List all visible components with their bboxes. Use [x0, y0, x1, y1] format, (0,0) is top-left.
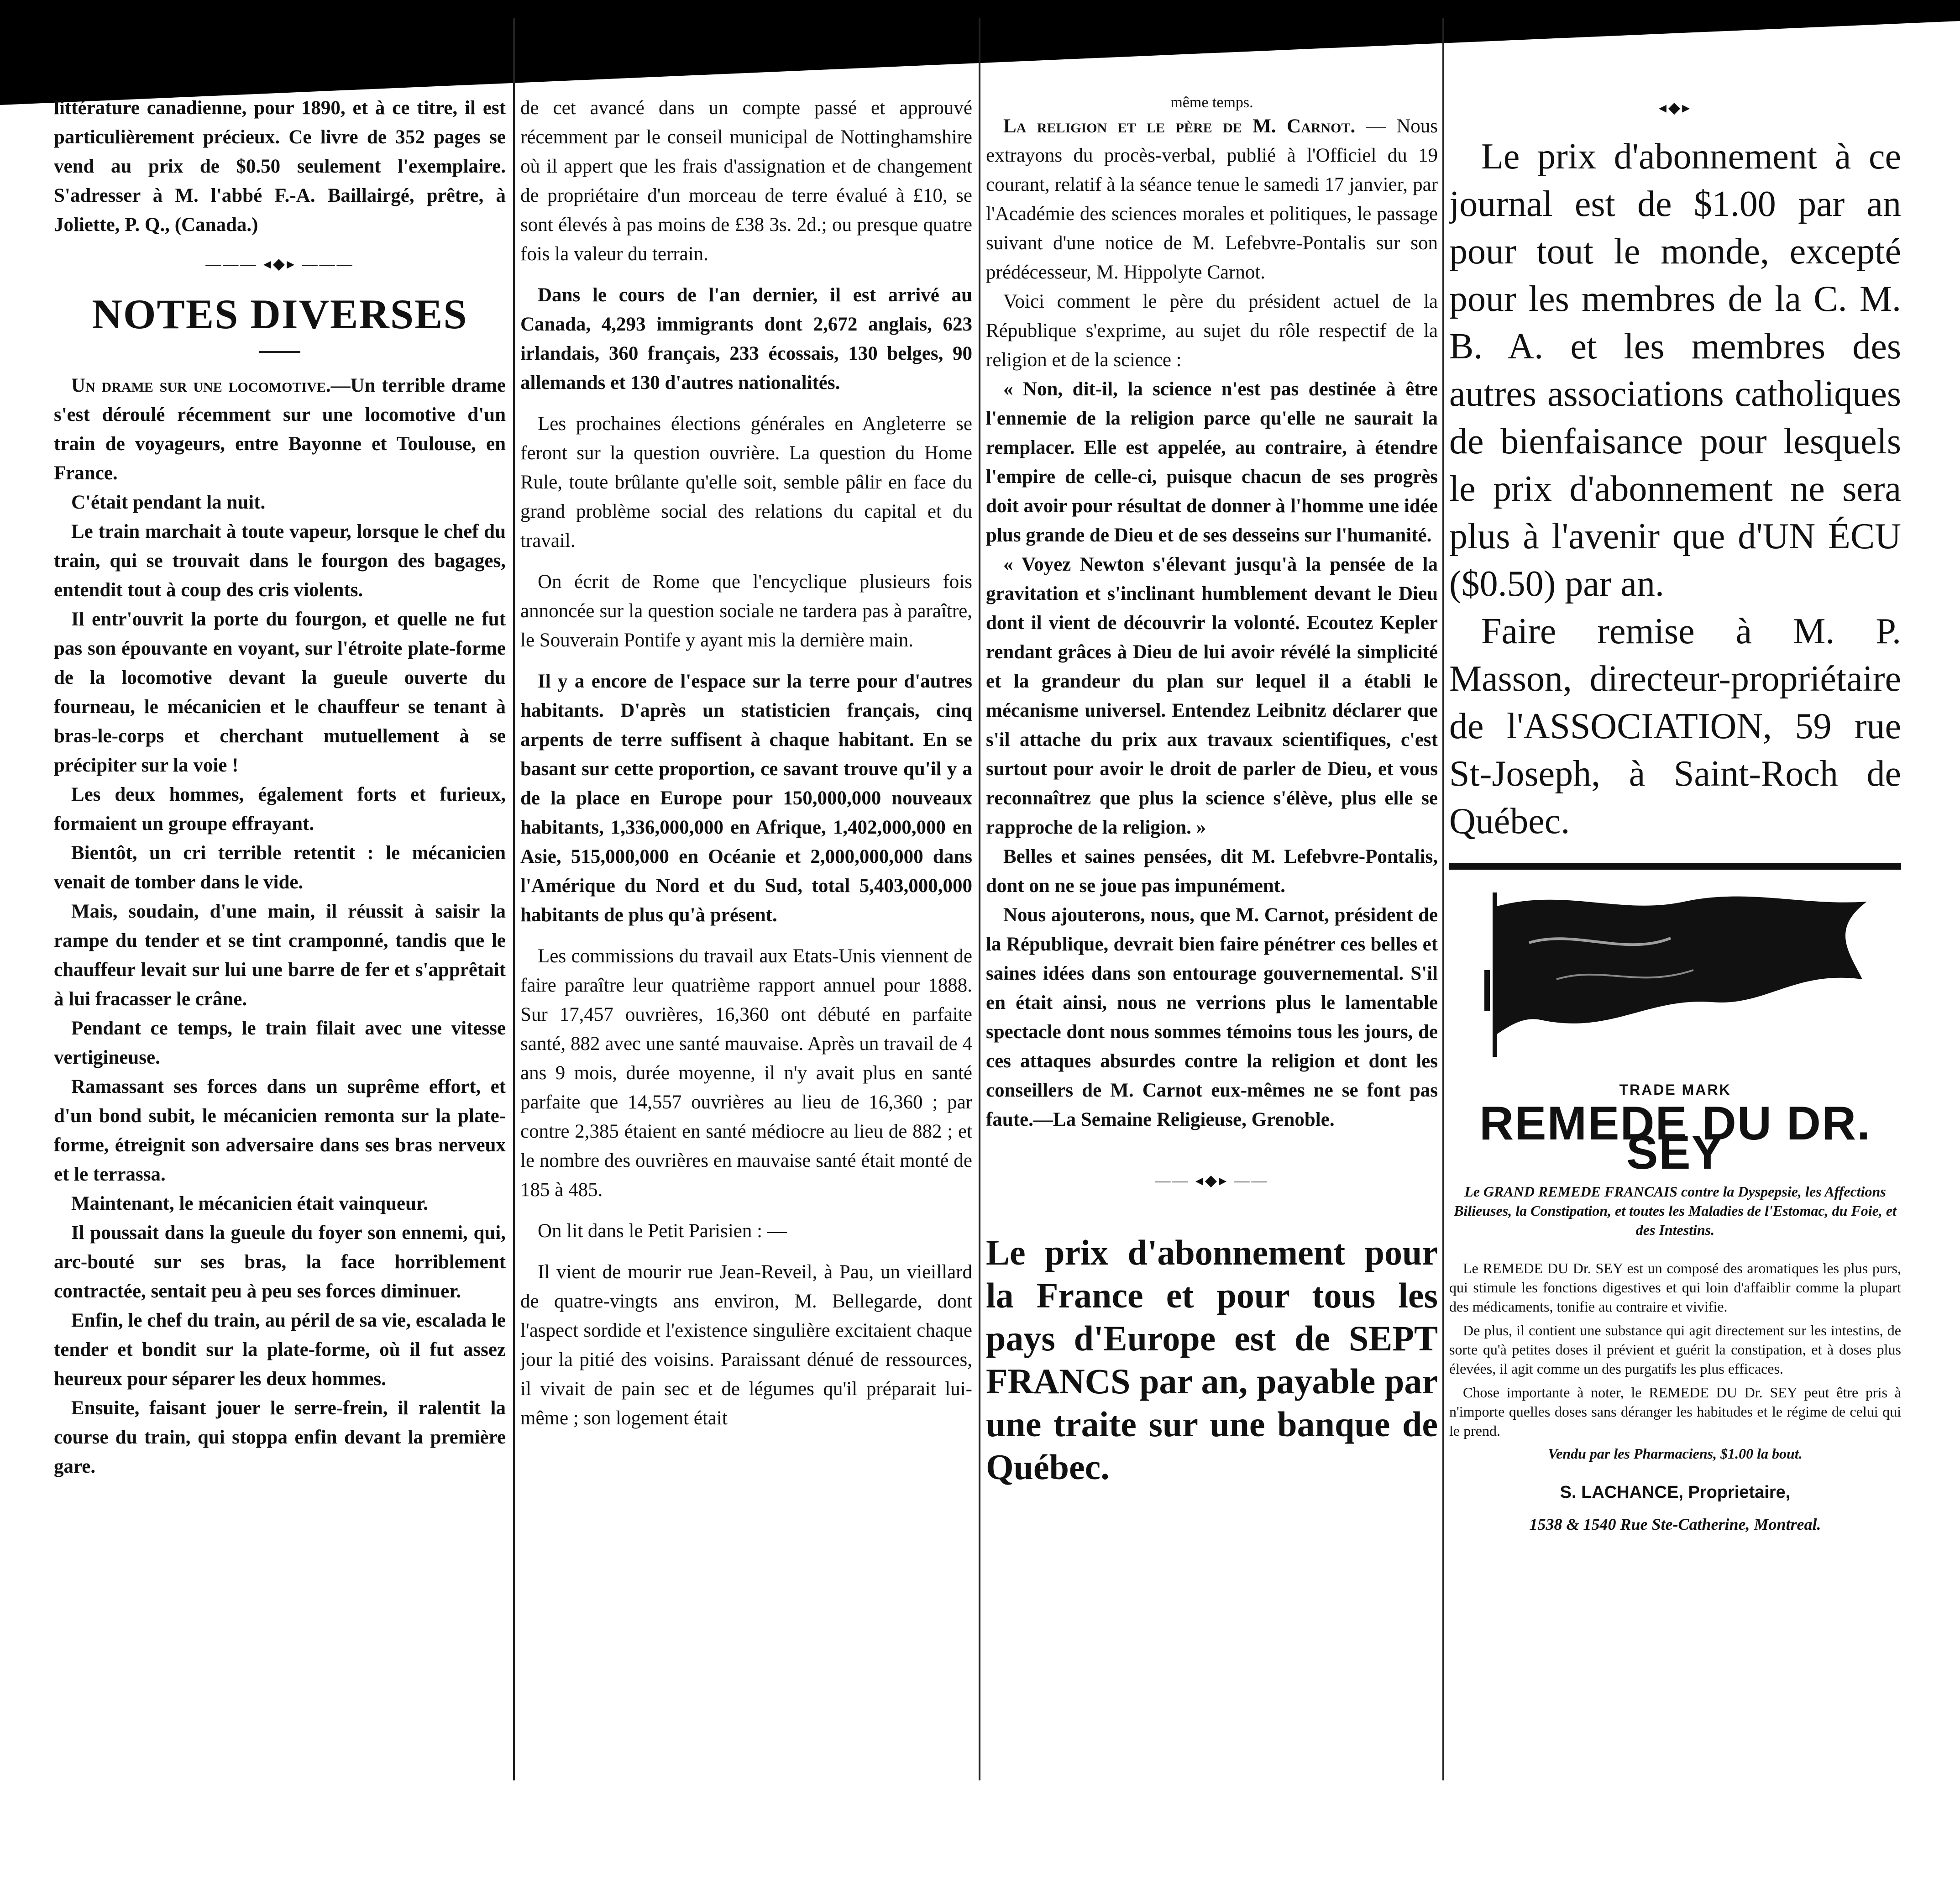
article-lead: —Un terrible drame s'est déroulé récemment sur une locomotive d'un train de voyageurs, entre Bayonne et Toulouse, en France. — [54, 375, 506, 484]
article-paragraph: Bientôt, un cri terrible retentit : le mécanicien venait de tomber dans le vide. — [54, 842, 506, 893]
ad-tagline: Le GRAND REMEDE FRANCAIS contre la Dyspepsie, les Affections Bilieuses, la Constipation, et toutes les Maladies de l'Estomac, du Foie, et des Intestins. — [1454, 1183, 1897, 1238]
ad-paragraph: Le REMEDE DU Dr. SEY est un composé des aromatiques les plus purs, qui stimule les fonctions digestives et qui loin d'affaiblir comme la plupart des médicaments, tonifie au contraire et vivifie. — [1449, 1260, 1901, 1315]
subscription-notice-europe: Le prix d'abonnement pour la France et pour tous les pays d'Europe est de SEPT FRANCS par an, payable par une traite sur une banque de Québec. — [986, 1233, 1438, 1487]
ad-paragraph: Chose importante à noter, le REMEDE DU Dr. SEY peut être pris à n'importe quelles doses sans déranger les habitudes et le régime de celui qui le prend. — [1449, 1384, 1901, 1439]
ad-paragraph: De plus, il contient une substance qui agit directement sur les intestins, de sorte qu'à petites doses il prévient et guérit la constipation, et à doses plus élevées, il agit comme un des purgatifs les plus efficaces. — [1449, 1322, 1901, 1377]
divider — [1449, 863, 1901, 870]
article-paragraph: Il vient de mourir rue Jean-Reveil, à Pau, un vieillard de quatre-vingts ans environ, M. Bellegarde, dont l'aspect sordide et l'existence singulière excitaient chaque jour la pitié des voisins. Paraissant dénué de ressources, il vivait de pain sec et de légumes qu'il préparait lui-même ; son logement était — [520, 1261, 972, 1429]
ornament: ◂◆▸ — [1658, 100, 1692, 116]
remittance-notice: Faire remise à M. P. Masson, directeur-propriétaire de l'ASSOCIATION, 59 rue St-Joseph, à Saint-Roch de Québec. — [1449, 611, 1901, 841]
column-rule — [979, 18, 980, 1780]
article-paragraph: Il y a encore de l'espace sur la terre pour d'autres habitants. D'après un statisticien français, cinq arpents de terre suffisent à chaque habitant. En se basant sur cette proportion, ce savant trouve qu'il y a de la place en Europe pour 150,000,000 nouveaux habitants, 1,336,000,000 en Afrique, 1,402,000,000 en Asie, 515,000,000 en Océanie et 2,000,000,000 dans l'Amérique du Nord et du Sud, total 5,403,000,000 habitants de plus qu'à présent. — [520, 671, 972, 926]
section-heading: NOTES DIVERSES — [92, 291, 468, 337]
article-fragment: même temps. — [1170, 94, 1253, 111]
book-notice: littérature canadienne, pour 1890, et à ce titre, il est particulièrement précieux. Ce livre de 352 pages se vend au prix de $0.50 seulement l'exemplaire. S'adresser à M. l'abbé F.-A. Baillairgé, prêtre, à Joliette, P. Q., (Canada.) — [54, 97, 506, 236]
article-paragraph: « Non, dit-il, la science n'est pas destinée à être l'ennemie de la religion parce qu'elle ne saurait la remplacer. Elle est appelée, au contraire, à étendre l'empire de celle-ci, puisque chacun de ses progrès doit avoir pour résultat de donner à l'homme une idée plus grande de Dieu et de ses desseins sur l'humanité. — [986, 378, 1438, 546]
proprietor-name: S. LACHANCE, Proprietaire, — [1560, 1483, 1791, 1502]
article-paragraph: « Voyez Newton s'élevant jusqu'à la pensée de la gravitation et s'inclinant humblement devant le Dieu dont il vient de découvrir la volonté. Ecoutez Kepler rendant grâces à Dieu de lui avoir révélé la simplicité et la grandeur du plan sur lequel il a établi le mécanisme universel. Entendez Leibnitz déclarer que s'il attache du prix aux travaux scientifiques, c'est surtout pour avoir le droit de parler de Dieu, et vous reconnaîtrez que plus la science s'élève, plus elle se rapproche de la religion. » — [986, 554, 1438, 838]
article-paragraph: Belles et saines pensées, dit M. Lefebvre-Pontalis, dont on ne se joue pas impunément. — [986, 846, 1438, 897]
article-lead: — Nous extrayons du procès-verbal, publié à l'Officiel du 19 courant, relatif à la séance tenue le samedi 17 janvier, par l'Académie des sciences morales et politiques, le passage suivant d'une notice de M. Lefebvre-Pontalis sur son prédécesseur, M. Hippolyte Carnot. — [986, 115, 1438, 283]
article-paragraph: Les prochaines élections générales en Angleterre se feront sur la question ouvrière. La question du Home Rule, toute brûlante qu'elle soit, semble pâlir en face du grand problème social des relations du capital et du travail. — [520, 413, 972, 551]
ad-price: Vendu par les Pharmaciens, $1.00 la bout. — [1548, 1445, 1803, 1462]
article-paragraph — [54, 371, 506, 488]
article-paragraph: Dans le cours de l'an dernier, il est arrivé au Canada, 4,293 immigrants dont 2,672 anglais, 623 irlandais, 360 français, 233 écossais, 130 belges, 90 allemands et 130 d'autres nationalités. — [520, 284, 972, 394]
article-paragraph: Pendant ce temps, le train filait avec une vitesse vertigineuse. — [54, 1018, 506, 1068]
column-1 — [54, 94, 506, 1481]
trademark-label: TRADE MARK — [1619, 1081, 1731, 1098]
article-paragraph: Le train marchait à toute vapeur, lorsque le chef du train, qui se trouvait dans le fourgon des bagages, entendit tout à coup des cris violents. — [54, 521, 506, 601]
article-paragraph — [986, 112, 1438, 287]
article-paragraph: Les commissions du travail aux Etats-Unis viennent de faire paraître leur quatrième rapport annuel pour 1888. Sur 17,457 ouvrières, 16,360 ont débuté en parfaite santé, 882 avec une santé mauvaise. Après un travail de 4 ans 9 mois, durée moyenne, il n'y avait plus en santé parfaite que 14,557 ouvrières au lieu de 16,360 ; par contre 2,385 étaient en santé médiocre au lieu de 882 ; et le nombre des ouvrières en mauvaise santé était monté de 185 à 485. — [520, 945, 972, 1201]
article-paragraph: Il entr'ouvrit la porte du fourgon, et quelle ne fut pas son épouvante en voyant, sur l'étroite plate-forme de la locomotive devant la gueule ouverte du fourneau, le mécanicien et le chauffeur se tenant à bras-le-corps et cherchant mutuellement à se précipiter sur la voie ! — [54, 609, 506, 776]
article-title: Un drame sur une locomotive. — [71, 375, 331, 396]
article-paragraph: Nous ajouterons, nous, que M. Carnot, président de la République, devrait bien faire pénétrer ces belles et saines idées dans son entourage gouvernemental. S'il en était ainsi, nous ne verrions plus le lamentable spectacle dont nous sommes témoins tous les jours, de ces attaques absurdes contre la religion et dont les conseillers de M. Carnot eux-mêmes ne se font pas faute.—La Semaine Religieuse, Grenoble. — [986, 904, 1438, 1130]
article-paragraph: de cet avancé dans un compte passé et approuvé récemment par le conseil municipal de Nottinghamshire où il appert que les frais d'assignation et de changement de propriétaire d'un morceau de terre évalué à £10, se sont élevés à pas moins de £38 3s. 2d.; ou presque quatre fois la valeur du terrain. — [520, 97, 972, 265]
ornament: ——— ◂◆▸ ——— — [205, 256, 354, 273]
article-paragraph: Mais, soudain, d'une main, il réussit à saisir la rampe du tender et se tint cramponné, tandis que le chauffeur levait sur lui une barre de fer et s'apprêtait à lui fracasser le crâne. — [54, 901, 506, 1010]
column-4 — [1449, 94, 1901, 1539]
article-paragraph: Ramassant ses forces dans un suprême effort, et d'un bond subit, le mécanicien remonta sur la plate-forme, étreignit son adversaire dans ses bras nerveux et le terrassa. — [54, 1076, 506, 1185]
article-paragraph: Ensuite, faisant jouer le serre-frein, il ralentit la course du train, qui stoppa enfin devant la première gare. — [54, 1397, 506, 1477]
column-2 — [520, 94, 972, 1433]
proprietor-address: 1538 & 1540 Rue Ste-Catherine, Montreal. — [1529, 1515, 1821, 1533]
article-paragraph: Les deux hommes, également forts et furieux, formaient un groupe effrayant. — [54, 784, 506, 835]
flag-trademark-icon — [1474, 888, 1876, 1080]
article-paragraph: Voici comment le père du président actuel de la République s'exprime, au sujet du rôle respectif de la religion et de la science : — [986, 291, 1438, 371]
ornament: —— ◂◆▸ —— — [1155, 1172, 1269, 1189]
article-paragraph: Il poussait dans la gueule du foyer son ennemi, qui, arc-bouté sur ses bras, la face horriblement contractée, sentait peu à peu ses forces diminuer. — [54, 1222, 506, 1302]
article-paragraph: On écrit de Rome que l'encyclique plusieurs fois annoncée sur la question sociale ne tardera pas à paraître, le Souverain Pontife y ayant mis la dernière main. — [520, 571, 972, 651]
subscription-notice: Le prix d'abonnement à ce journal est de $1.00 par an pour tout le monde, excepté pour les membres de la C. M. B. A. et les membres des autres associations catholiques de bienfaisance pour lesquels le prix d'abonnement ne sera plus à l'avenir que d'UN ÉCU ($0.50) par an. — [1449, 136, 1901, 604]
column-rule — [1442, 18, 1444, 1780]
article-paragraph: Maintenant, le mécanicien était vainqueur. — [71, 1193, 428, 1214]
article-title: La religion et le père de M. Carnot. — [1003, 115, 1356, 137]
article-paragraph: On lit dans le Petit Parisien : — — [538, 1220, 787, 1242]
column-3 — [986, 94, 1438, 1524]
article-paragraph: Enfin, le chef du train, au péril de sa vie, escalada le tender et bondit sur la plate-forme, où il fut assez heureux pour séparer les deux hommes. — [54, 1310, 506, 1390]
column-rule — [513, 18, 515, 1780]
article-paragraph: C'était pendant la nuit. — [71, 492, 266, 513]
remede-title: REMEDE DU DR. SEY — [1479, 1097, 1871, 1179]
divider — [259, 351, 300, 353]
